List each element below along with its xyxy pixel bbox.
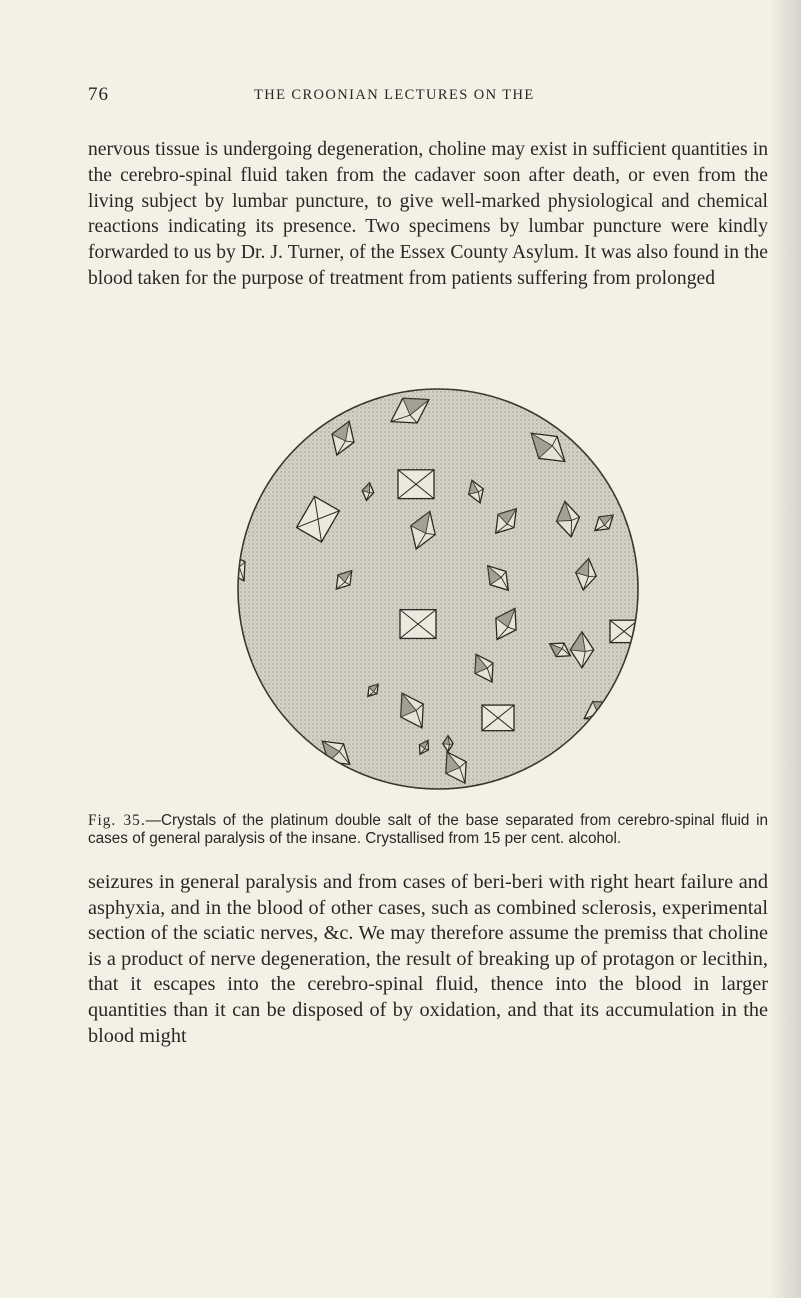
crystal	[231, 424, 277, 471]
running-head: THE CROONIAN LECTURES ON THE	[254, 87, 535, 103]
body-paragraph-2: seizures in general paralysis and from cases of beri-beri with right heart failure and asphyxia, and in the blood of other cases, such as combined sclerosis, experimental section of the sciatic nerves, &c. We may therefore assume the premiss that choline is a product of nerve degeneration, the result of breaking up of protagon or lecithin, that it escapes into the cerebro-spinal fluid, thence into the blood in larger quantities than it can be disposed of by oxidation, and that its accumulation in the blood might	[88, 871, 768, 1047]
crystal	[190, 517, 225, 543]
crystal	[400, 610, 436, 639]
figure-caption	[88, 812, 768, 848]
crystal	[239, 702, 282, 740]
crystal-micrograph-figure	[168, 383, 708, 793]
page-header	[88, 84, 768, 110]
crystal	[281, 405, 311, 438]
page-number: 76	[88, 84, 109, 105]
crystal-micrograph	[168, 383, 708, 793]
body-paragraph-1: nervous tissue is undergoing degeneration, choline may exist in sufficient quantities in the cerebro-spinal fluid taken from the cadaver soon after death, or even from the living subject by lumbar puncture, to give well-marked physiological and chemical reactions indicating its presence. Two specimens by lumbar puncture were kindly forwarded to us by Dr. J. Turner, of the Essex County Asylum. It was also found in the blood taken for the purpose of treatment from patients suffering from prolonged	[88, 139, 768, 289]
crystal	[259, 722, 297, 768]
figure-label: Fig. 35.	[88, 812, 146, 829]
figure-caption-text: —Crystals of the platinum double salt of the base separated from cerebro-spinal fluid in cases of general paralysis of the insane. Crystallised from 15 per cent. alcohol.	[88, 812, 768, 847]
crystal	[398, 470, 434, 499]
crystal	[304, 767, 355, 793]
page-edge-shadow	[769, 0, 801, 1298]
crystal	[565, 739, 599, 777]
crystal	[482, 705, 514, 731]
